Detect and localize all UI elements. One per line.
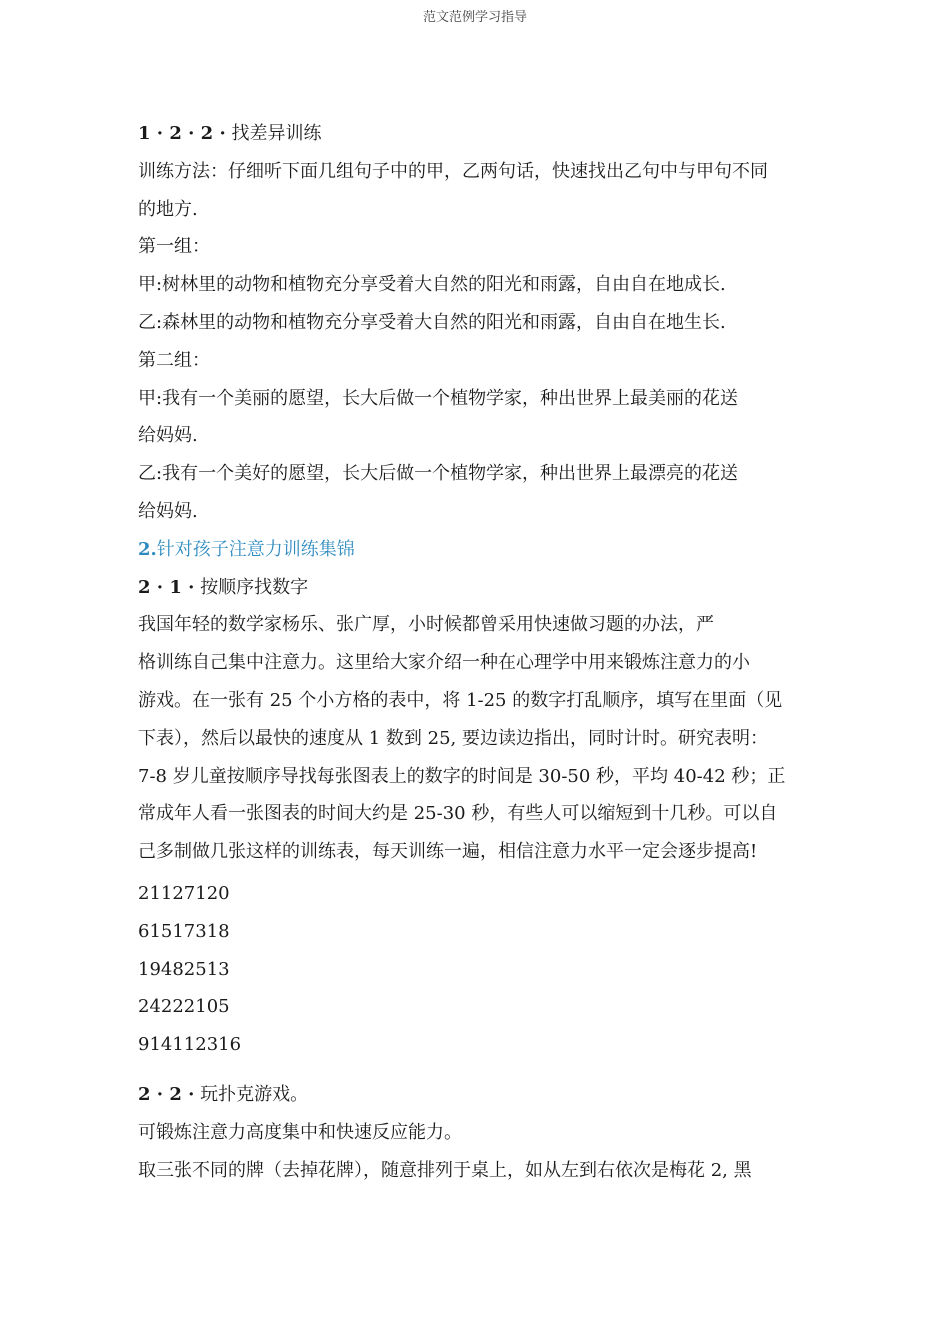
paragraph-line: 取三张不同的牌（去掉花牌），随意排列于桌上，如从左到右依次是梅花 2, 黑 (138, 1159, 752, 1181)
paragraph-line: 常成年人看一张图表的时间大约是 25-30 秒，有些人可以缩短到十几秒。可以自 (138, 803, 778, 825)
heading-number: 2 · 2 · (138, 1083, 195, 1105)
paragraph-line: 7-8 岁儿童按顺序导找每张图表上的数字的时间是 30-50 秒，平均 40-42 秒；正 (138, 765, 786, 787)
heading-title: 按顺序找数字 (194, 576, 309, 598)
heading-2-1 (138, 569, 818, 607)
paragraph-line: 我国年轻的数学家杨乐、张广厚，小时候都曾采用快速做习题的办法，严 (138, 614, 714, 636)
heading-number: 2 · 1 · (138, 576, 195, 598)
section-title: 针对孩子注意力训练集锦 (156, 538, 355, 560)
section-number: 2. (138, 538, 157, 560)
paragraph-line: 游戏。在一张有 25 个小方格的表中，将 1-25 的数字打乱顺序，填写在里面（见 (138, 689, 783, 711)
number-row: 24222105 (138, 996, 230, 1018)
group-2-sentence-b-line-2: 给妈妈. (138, 500, 198, 522)
group-1-sentence-a: 甲:树林里的动物和植物充分享受着大自然的阳光和雨露，自由自在地成长. (138, 274, 726, 296)
number-row: 19482513 (138, 958, 230, 980)
paragraph-line: 己多制做几张这样的训练表，每天训练一遍，相信注意力水平一定会逐步提高! (138, 841, 758, 863)
heading-title: 玩扑克游戏。 (194, 1083, 309, 1105)
heading-1-2-2 (138, 115, 818, 153)
heading-number: 1 · 2 · 2 · (138, 123, 226, 144)
method-line-1: 训练方法：仔细听下面几组句子中的甲，乙两句话，快速找出乙句中与甲句不同 (138, 160, 768, 182)
group-1-sentence-b: 乙:森林里的动物和植物充分享受着大自然的阳光和雨露，自由自在地生长. (138, 311, 726, 333)
section-heading-2 (138, 531, 818, 569)
group-1-label: 第一组： (138, 236, 210, 258)
heading-2-2 (138, 1076, 818, 1114)
method-line-2: 的地方. (138, 198, 198, 220)
group-2-sentence-b-line-1: 乙:我有一个美好的愿望，长大后做一个植物学家，种出世界上最漂亮的花送 (138, 463, 739, 485)
number-row: 914112316 (138, 1034, 242, 1056)
page-header: 范文范例学习指导 (422, 10, 527, 25)
paragraph-line: 下表），然后以最快的速度从 1 数到 25, 要边读边指出，同时计时。研究表明： (138, 727, 768, 749)
document-body (138, 115, 818, 1189)
number-row: 21127120 (138, 882, 230, 904)
number-row: 61517318 (138, 920, 230, 942)
group-2-sentence-a-line-1: 甲:我有一个美丽的愿望，长大后做一个植物学家，种出世界上最美丽的花送 (138, 387, 739, 409)
heading-title: 找差异训练 (225, 123, 322, 144)
paragraph-line: 格训练自己集中注意力。这里给大家介绍一种在心理学中用来锻炼注意力的小 (138, 652, 750, 674)
group-2-label: 第二组： (138, 349, 210, 371)
paragraph-line: 可锻炼注意力高度集中和快速反应能力。 (138, 1121, 462, 1143)
group-2-sentence-a-line-2: 给妈妈. (138, 425, 198, 447)
